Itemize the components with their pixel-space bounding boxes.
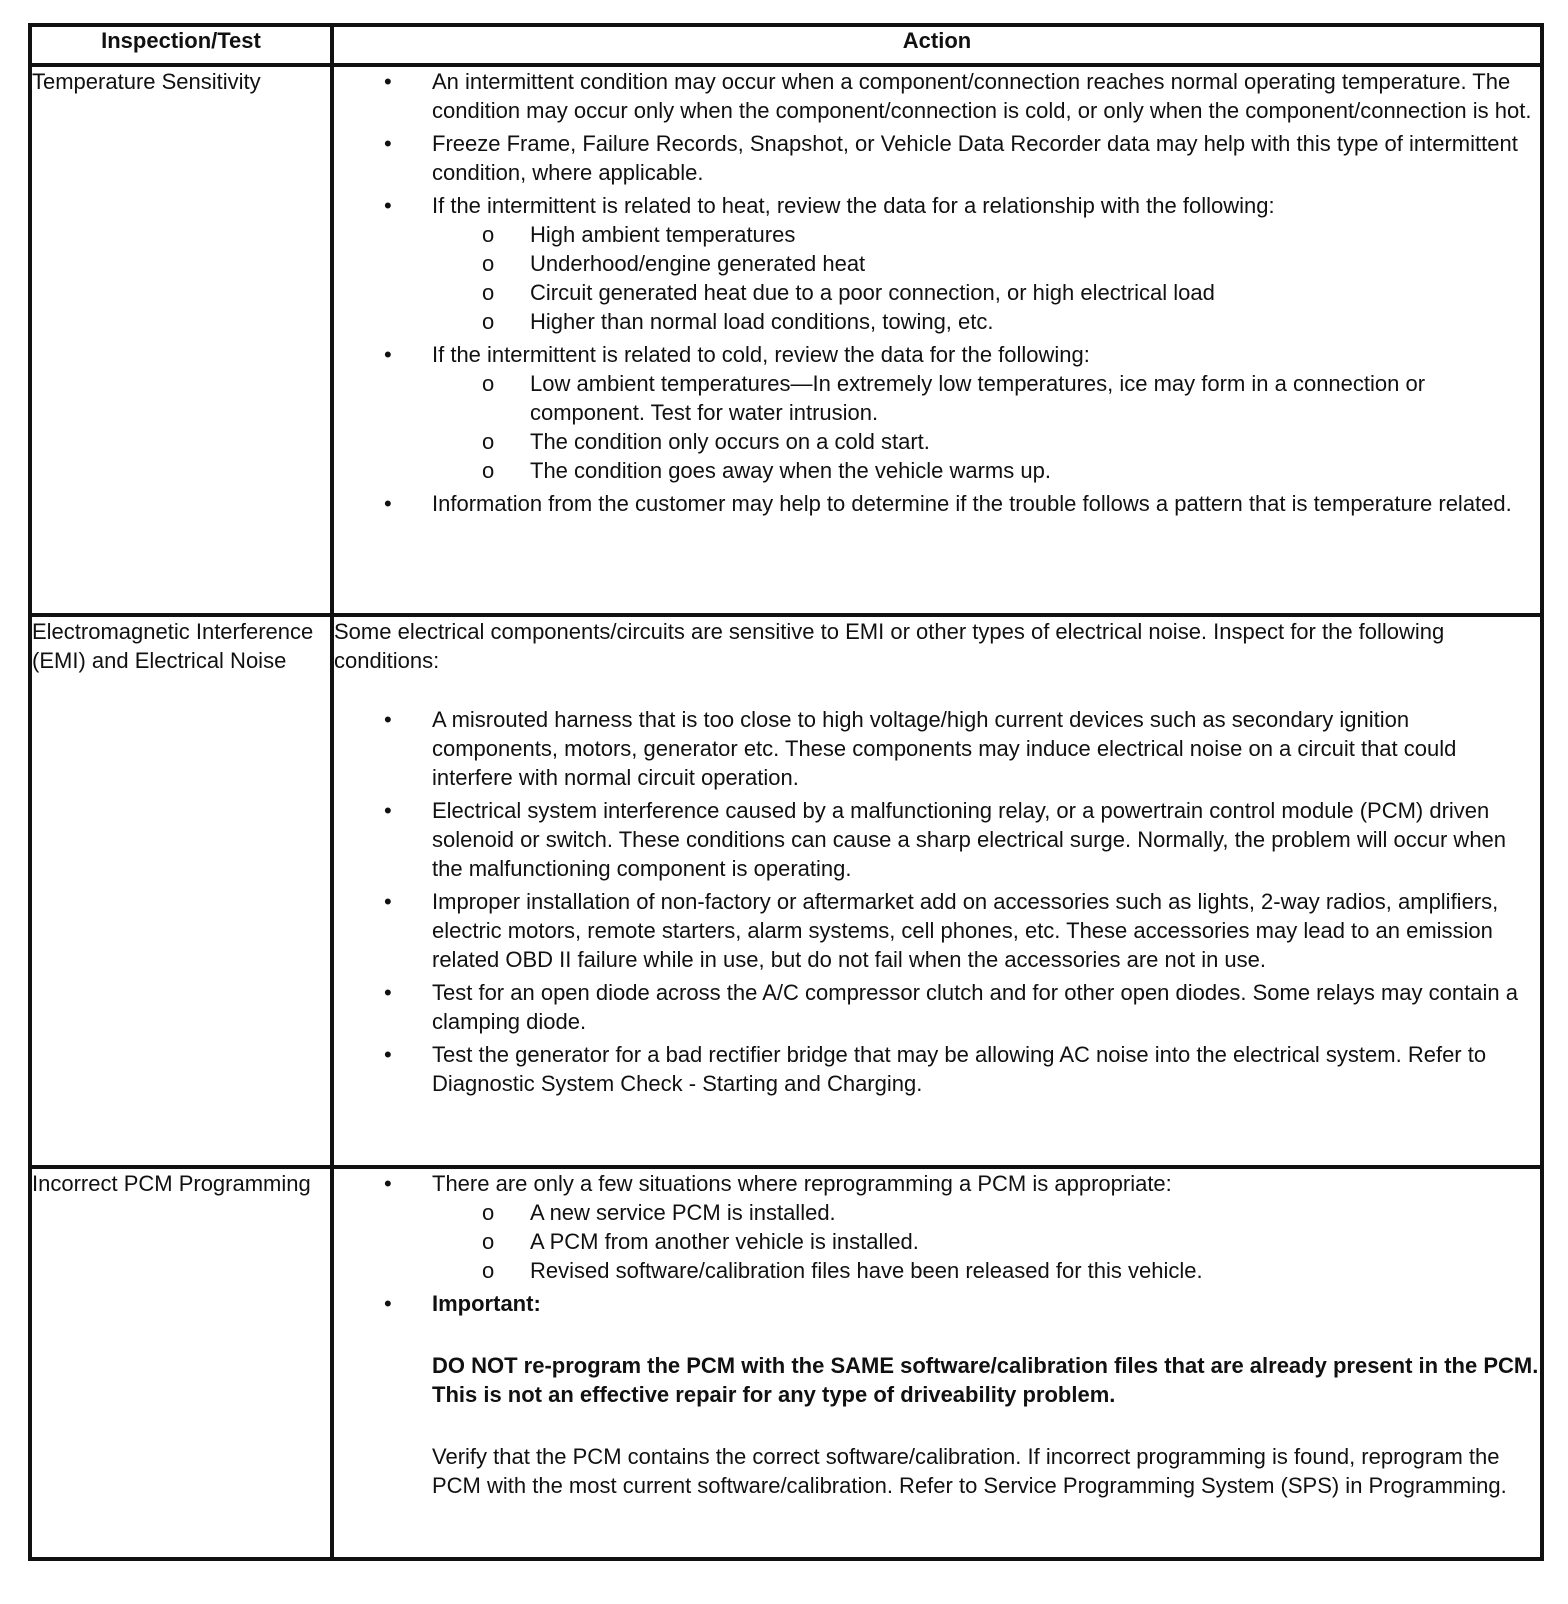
bullet-item: • Improper installation of non-factory or aftermarket add on accessories such as lights, 2-way radios, amplifiers, electric motors, remote starters, alarm systems, cell phones, etc. These accessories may lead to an emission related OBD II failure while in use, but do not fail when the accessories are not in use. [334, 887, 1540, 974]
header-inspection-test: Inspection/Test [30, 25, 332, 65]
inspection-action-table [28, 23, 1544, 1561]
sub-item: o Circuit generated heat due to a poor connection, or high electrical load [432, 278, 1540, 307]
bullet-text: There are only a few situations where reprogramming a PCM is appropriate: [432, 1171, 1172, 1196]
row-action-cell [332, 65, 1542, 615]
table-row [30, 1167, 1542, 1559]
warning-text: DO NOT re-program the PCM with the SAME software/calibration files that are already present in the PCM. This is not an effective repair for any type of driveability problem. [432, 1353, 1539, 1407]
sub-item: o Low ambient temperatures—In extremely low temperatures, ice may form in a connection or component. Test for water intrusion. [432, 369, 1540, 427]
sub-item: o A new service PCM is installed. [432, 1198, 1540, 1227]
header-action: Action [332, 25, 1542, 65]
table-row [30, 615, 1542, 1167]
bullet-item [334, 1169, 1540, 1285]
sub-item: o Higher than normal load conditions, towing, etc. [432, 307, 1540, 336]
bullet-item: • Test the generator for a bad rectifier bridge that may be allowing AC noise into the electrical system. Refer to Diagnostic System Check - Starting and Charging. [334, 1040, 1540, 1098]
bullet-item: • Freeze Frame, Failure Records, Snapshot, or Vehicle Data Recorder data may help with this type of intermittent condition, where applicable. [334, 129, 1540, 187]
intro-text: Some electrical components/circuits are sensitive to EMI or other types of electrical noise. Inspect for the following conditions: [334, 619, 1445, 673]
row-label-emi: Electromagnetic Interference (EMI) and Electrical Noise [30, 615, 332, 1167]
bullet-text: If the intermittent is related to cold, review the data for the following: [432, 342, 1090, 367]
sub-item: o High ambient temperatures [432, 220, 1540, 249]
sub-item: o Underhood/engine generated heat [432, 249, 1540, 278]
sub-item: o The condition goes away when the vehicle warms up. [432, 456, 1540, 485]
sub-item: o The condition only occurs on a cold start. [432, 427, 1540, 456]
bullet-item: • An intermittent condition may occur when a component/connection reaches normal operating temperature. The condition may occur only when the component/connection is cold, or only when the component/connection is hot. [334, 67, 1540, 125]
bullet-item [334, 1289, 1540, 1500]
bullet-item: • A misrouted harness that is too close to high voltage/high current devices such as secondary ignition components, motors, generator etc. These components may induce electrical noise on a circuit that could interfere with normal circuit operation. [334, 705, 1540, 792]
bullet-list [334, 1169, 1540, 1500]
row-action-cell [332, 1167, 1542, 1559]
bullet-item: • Test for an open diode across the A/C compressor clutch and for other open diodes. Some relays may contain a clamping diode. [334, 978, 1540, 1036]
sub-list [432, 220, 1540, 336]
sub-list [432, 369, 1540, 485]
important-label: • Important: [432, 1291, 541, 1316]
table-row [30, 65, 1542, 615]
row-label-temperature-sensitivity: Temperature Sensitivity [30, 65, 332, 615]
bullet-item: • Information from the customer may help to determine if the trouble follows a pattern that is temperature related. [334, 489, 1540, 518]
note-text: Verify that the PCM contains the correct software/calibration. If incorrect programming is found, reprogram the PCM with the most current software/calibration. Refer to Service Programming System (SPS) in Programming. [432, 1444, 1507, 1498]
sub-item: o A PCM from another vehicle is installed. [432, 1227, 1540, 1256]
row-action-cell [332, 615, 1542, 1167]
bullet-item [334, 191, 1540, 336]
bullet-item [334, 340, 1540, 485]
sub-item: o Revised software/calibration files have been released for this vehicle. [432, 1256, 1540, 1285]
bullet-list [334, 67, 1540, 518]
row-label-incorrect-pcm-programming: Incorrect PCM Programming [30, 1167, 332, 1559]
sub-list [432, 1198, 1540, 1285]
bullet-item: • Electrical system interference caused by a malfunctioning relay, or a powertrain control module (PCM) driven solenoid or switch. These conditions can cause a sharp electrical surge. Normally, the problem will occur when the malfunctioning component is operating. [334, 796, 1540, 883]
table-header-row [30, 25, 1542, 65]
bullet-text: If the intermittent is related to heat, review the data for a relationship with the following: [432, 193, 1275, 218]
bullet-list [334, 705, 1540, 1098]
